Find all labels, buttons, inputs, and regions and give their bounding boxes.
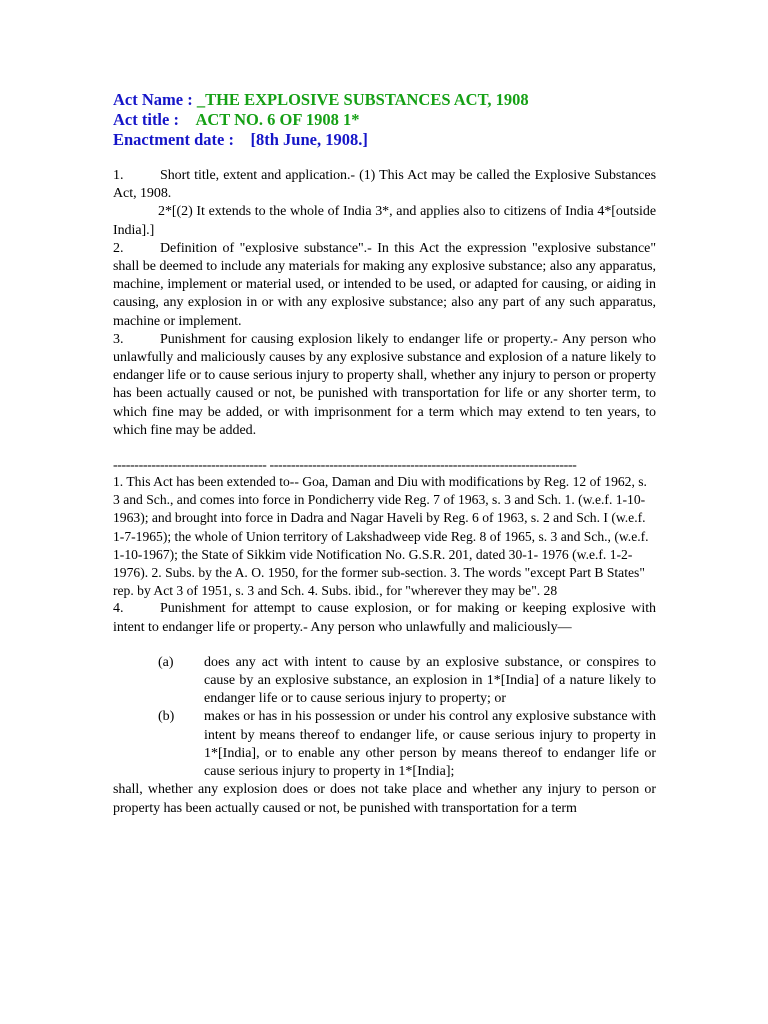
act-title-label: Act title : — [113, 110, 179, 129]
section-1 — [113, 167, 656, 203]
footnote-separator: ------------------------------------ ------------------------------------------------------------------------ — [113, 459, 577, 474]
section-1-subsection-2: 2*[(2) It extends to the whole of India 3*, and applies also to citizens of India 4*[outside India].] — [113, 204, 656, 238]
section-2-number: 2. — [113, 240, 124, 256]
section-1-number: 1. — [113, 168, 124, 183]
enactment-date-line — [113, 130, 656, 150]
act-name-value: _THE EXPLOSIVE SUBSTANCES ACT, 1908 — [196, 90, 529, 109]
act-title-line — [113, 110, 656, 130]
act-header — [113, 90, 656, 150]
clause-a — [158, 654, 656, 709]
act-title-value: ACT NO. 6 OF 1908 1* — [195, 110, 360, 129]
clause-b — [158, 708, 656, 781]
clause-a-text: does any act with intent to cause by an explosive substance, or conspires to cause by an explosive substance, an explosion in 1*[India] of a nature likely to endanger life or to cause serious injury to property; or — [204, 654, 656, 707]
section-4 — [113, 600, 656, 636]
section-3-number: 3. — [113, 331, 124, 347]
section-3 — [113, 331, 656, 440]
enactment-date-label: Enactment date : — [113, 130, 234, 149]
act-name-label: Act Name : — [113, 90, 197, 109]
section-4-number: 4. — [113, 601, 124, 617]
clause-b-text: makes or has in his possession or under his control any explosive substance with intent by means thereof to endanger life, or cause serious injury to property in 1*[India], or to enable any other person by means thereof to endanger life or cause serious injury to property in 1*[India]; — [204, 709, 656, 780]
section-4-tail: shall, whether any explosion does or does not take place and whether any injury to person or property has been actually caused or not, be punished with transportation for a term — [113, 782, 656, 816]
enactment-date-value: [8th June, 1908.] — [250, 130, 368, 149]
footnotes: 1. This Act has been extended to-- Goa, Daman and Diu with modifications by Reg. 12 of 1962, s. 3 and Sch., and comes into force in Pondicherry vide Reg. 7 of 1963, s. 3 and Sch. 1. (w.e.f. 1-10-1963); and brought into force in Dadra and Nagar Haveli by Reg. 6 of 1963, s. 2 and Sch. I (w.e.f. 1-7-1965); the whole of Union territory of Lakshadweep vide Reg. 8 of 1965, s. 3 and Sch., (w.e.f. 1-10-1967); the State of Sikkim vide Notification No. G.S.R. 201, dated 30-1- 1976 (w.e.f. 1-2-1976). 2. Subs. by the A. O. 1950, for the former sub-section. 3. The words "except Part B States" rep. by Act 3 of 1951, s. 3 and Sch. 4. Subs. ibid., for "wherever they may be". 28 — [113, 474, 649, 599]
clause-b-mark: (b) — [158, 709, 175, 725]
section-1-text: Short title, extent and application.- (1) This Act may be called the Explosive Substances Act, 1908. — [113, 168, 656, 202]
section-4-clauses — [113, 654, 656, 781]
section-4-text: Punishment for attempt to cause explosion, or for making or keeping explosive with intent to endanger life or property.- Any person who unlawfully and maliciously— — [113, 601, 656, 635]
section-2-text: Definition of "explosive substance".- In this Act the expression "explosive substance" shall be deemed to include any materials for making any explosive substance; also any apparatus, machine, implement or material used, or intended to be used, or adapted for causing, or aiding in causing, any explosion in or with any explosive substance; also any part of any such apparatus, machine or implement. — [113, 240, 656, 329]
clause-a-mark: (a) — [158, 654, 174, 670]
section-2 — [113, 240, 656, 331]
act-name-line — [113, 90, 656, 110]
section-3-text: Punishment for causing explosion likely to endanger life or property.- Any person who unlawfully and maliciously causes by any explosive substance and explosion of a nature likely to endanger life or to cause serious injury to property shall, whether any injury to person or property has been actually caused or not, be punished with transportation for life or any shorter term, to which fine may be added, or with imprisonment for a term which may extend to ten years, to which fine may be added. — [113, 331, 656, 438]
document-page — [113, 90, 656, 818]
